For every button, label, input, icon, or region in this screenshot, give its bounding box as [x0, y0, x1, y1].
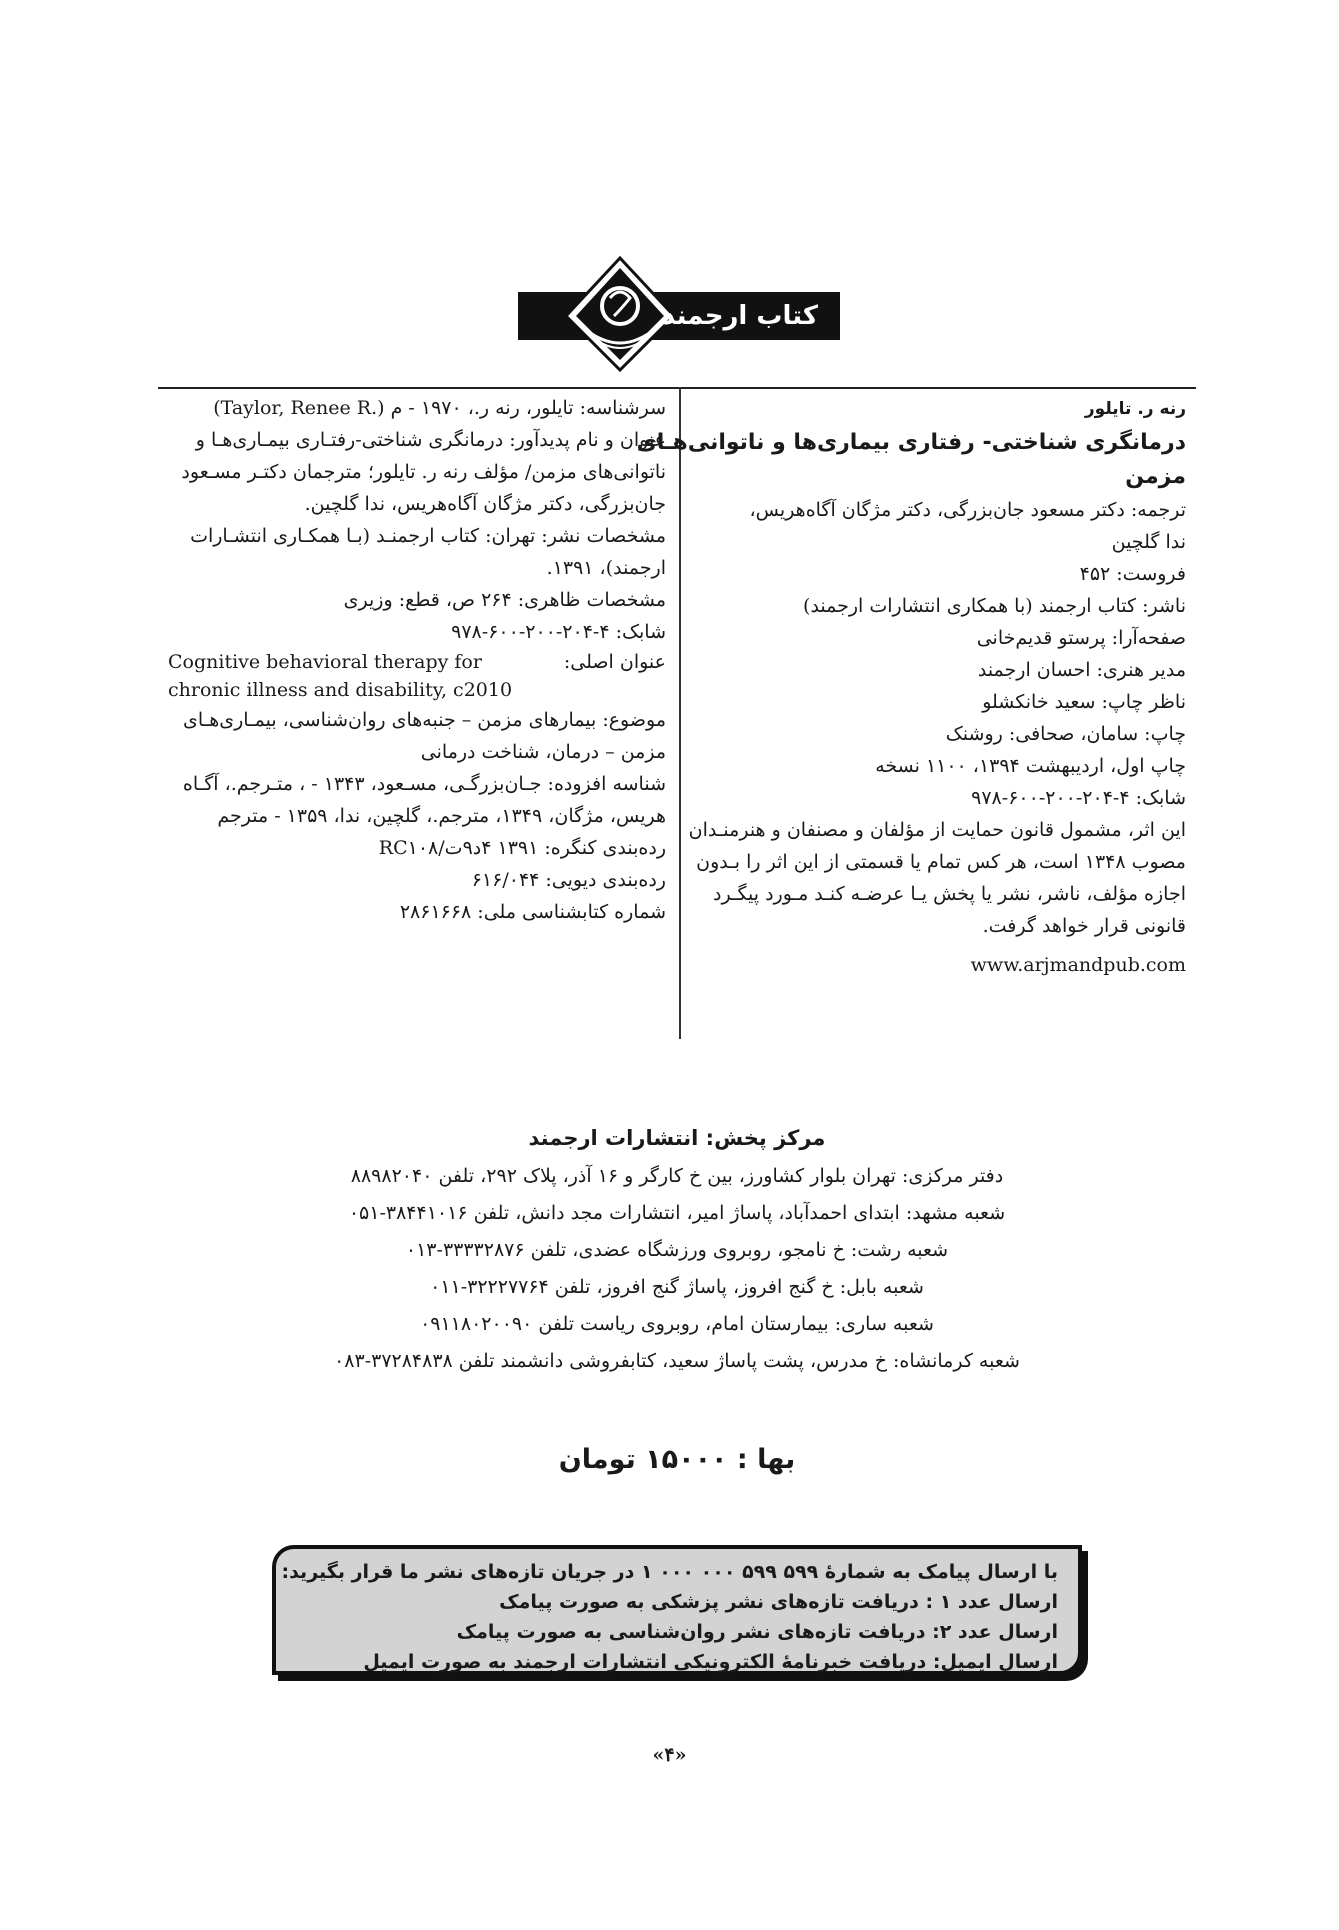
sms-line: ارسال عدد ۱ : دریافت تازه‌های نشر پزشکی به صورت پیامک: [499, 1591, 1058, 1613]
congress-code: RC۱۰۸: [378, 837, 439, 859]
credit-line: ترجمه: دکتر مسعود جان‌بزرگی، دکتر مژگان آگاه‌هریس،: [749, 499, 1186, 521]
cataloging-line: شابک: ۴-۲۰۴-۲۰۰-۶۰۰-۹۷۸: [451, 621, 666, 643]
credit-line: چاپ: سامان، صحافی: روشنک: [945, 723, 1186, 745]
cataloging-line: شناسه افزوده: جـان‌بزرگـی، مسـعود، ۱۳۴۳ - ، متـرجم.، آگـاه: [182, 773, 666, 795]
cataloging-line: عنوان و نام پدیدآور: درمانگری شناختی-رفتـاری بیمـاری‌هـا و: [195, 429, 666, 451]
cataloging-line: هریس، مژگان، ۱۳۴۹، مترجم.، گلچین، ندا، ۱۳۵۹ - مترجم: [217, 805, 666, 827]
book-title-line-1: درمانگری شناختی- رفتاری بیماری‌ها و ناتوانی‌هـای: [636, 430, 1186, 455]
sms-line: ارسال ایمیل: دریافت خبرنامهٔ الکترونیکی انتشارات ارجمند به صورت ایمیل: [363, 1651, 1058, 1673]
cataloging-line: ناتوانی‌های مزمن/ مؤلف رنه ر. تایلور؛ مترجمان دکتـر مسـعود: [181, 461, 666, 483]
credit-line: شابک: ۴-۲۰۴-۲۰۰-۶۰۰-۹۷۸: [971, 787, 1186, 809]
publisher-logo: [518, 256, 840, 372]
cataloging-header-en: (Taylor, Renee R.): [213, 397, 385, 419]
cataloging-column: [168, 392, 666, 928]
copyright-notice-line: قانونی قرار خواهد گرفت.: [982, 915, 1186, 937]
copyright-notice-line: مصوب ۱۳۴۸ است، هر کس تمام یا قسمتی از این اثر را بـدون: [696, 851, 1186, 873]
sms-line: ارسال عدد ۲: دریافت تازه‌های نشر روان‌شناسی به صورت پیامک: [456, 1621, 1058, 1643]
credit-line: مدیر هنری: احسان ارجمند: [977, 659, 1186, 681]
book-title-line-2: مزمن: [1125, 464, 1186, 489]
book-credits-column: [636, 392, 1186, 976]
congress-label: رده‌بندی کنگره: ۱۳۹۱ ۴د۹ت/: [438, 837, 666, 859]
copyright-notice-line: این اثر، مشمول قانون حمایت از مؤلفان و مصنفان و هنرمنـدان: [688, 819, 1186, 841]
copyright-notice-line: اجازه مؤلف، ناشر، نشر یا پخش یـا عرضـه کنـد مـورد پیگـرد: [713, 883, 1186, 905]
credit-line: چاپ اول، اردیبهشت ۱۳۹۴، ۱۱۰۰ نسخه: [875, 755, 1186, 777]
cataloging-line: جان‌بزرگی، دکتر مژگان آگاه‌هریس، ندا گلچین.: [304, 493, 666, 515]
page-number: «۴»: [652, 1744, 687, 1766]
credit-line: ندا گلچین: [1111, 531, 1186, 553]
cataloging-line: ارجمند)، ۱۳۹۱.: [546, 557, 666, 579]
logo-text: کتاب ارجمند: [661, 301, 818, 331]
branch-address: شعبه رشت: خ نامجو، روبروی ورزشگاه عضدی، تلفن ۳۳۳۳۲۸۷۶-۰۱۳: [405, 1239, 949, 1261]
branch-address: شعبه ساری: بیمارستان امام، روبروی ریاست تلفن ۰۹۱۱۸۰۲۰۰۹۰: [420, 1313, 934, 1335]
branch-address: شعبه مشهد: ابتدای احمدآباد، پاساژ امیر، انتشارات مجد دانش، تلفن ۳۸۴۴۱۰۱۶-۰۵۱: [348, 1202, 1006, 1224]
original-title-value: Cognitive behavioral therapy for chronic illness and disability, c2010: [168, 651, 513, 701]
book-emblem-icon: [562, 256, 678, 372]
branch-address: دفتر مرکزی: تهران بلوار کشاورز، بین خ کارگر و ۱۶ آذر، پلاک ۲۹۲، تلفن ۸۸۹۸۲۰۴۰: [350, 1165, 1004, 1187]
distribution-center: [158, 1118, 1196, 1380]
top-rule: [158, 387, 1196, 389]
cataloging-line: موضوع: بیمارهای مزمن – جنبه‌های روان‌شناسی، بیمـاری‌هـای: [182, 709, 666, 731]
cataloging-header-fa: سرشناسه: تایلور، رنه ر.، ۱۹۷۰ - م: [390, 397, 666, 419]
sms-line: با ارسال پیامک به شمارهٔ ۵۹۹ ۵۹۹ ۰۰۰ ۰۰۰ ۱ در جریان تازه‌های نشر ما قرار بگیرید:: [281, 1561, 1058, 1583]
cataloging-line: رده‌بندی دیویی: ۶۱۶/۰۴۴: [471, 869, 666, 891]
column-divider: [679, 387, 681, 1039]
original-title: [168, 648, 666, 704]
cataloging-line: مشخصات ظاهری: ۲۶۴ ص، قطع: وزیری: [343, 589, 666, 611]
branch-address: شعبه کرمانشاه: خ مدرس، پشت پاساژ سعید، کتابفروشی دانشمند تلفن ۳۷۲۸۴۸۳۸-۰۸۳: [334, 1350, 1020, 1372]
author-name: رنه ر. تایلور: [1084, 399, 1186, 419]
branch-address: شعبه بابل: خ گنج افروز، پاساژ گنج افروز، تلفن ۳۲۲۲۷۷۶۴-۰۱۱: [430, 1276, 924, 1298]
credit-line: ناشر: کتاب ارجمند (با همکاری انتشارات ارجمند): [803, 595, 1186, 617]
book-price: بها : ۱۵۰۰۰ تومان: [558, 1444, 796, 1475]
publisher-website: www.arjmandpub.com: [970, 954, 1186, 976]
distribution-title: مرکز پخش: انتشارات ارجمند: [528, 1126, 826, 1150]
sms-subscription-box: [272, 1545, 1082, 1675]
cataloging-line: مشخصات نشر: تهران: کتاب ارجمنـد (بـا همکـاری انتشـارات: [190, 525, 666, 547]
cataloging-line: شماره کتابشناسی ملی: ۲۸۶۱۶۶۸: [399, 901, 666, 923]
credit-line: فروست: ۴۵۲: [1079, 563, 1186, 585]
original-title-label: عنوان اصلی:: [563, 651, 666, 673]
cataloging-line: مزمن – درمان، شناخت درمانی: [420, 741, 666, 763]
congress-classification: [168, 832, 666, 864]
credit-line: ناظر چاپ: سعید خانکشلو: [982, 691, 1186, 713]
credit-line: صفحه‌آرا: پرستو قدیم‌خانی: [976, 627, 1186, 649]
cataloging-header: [168, 392, 666, 424]
